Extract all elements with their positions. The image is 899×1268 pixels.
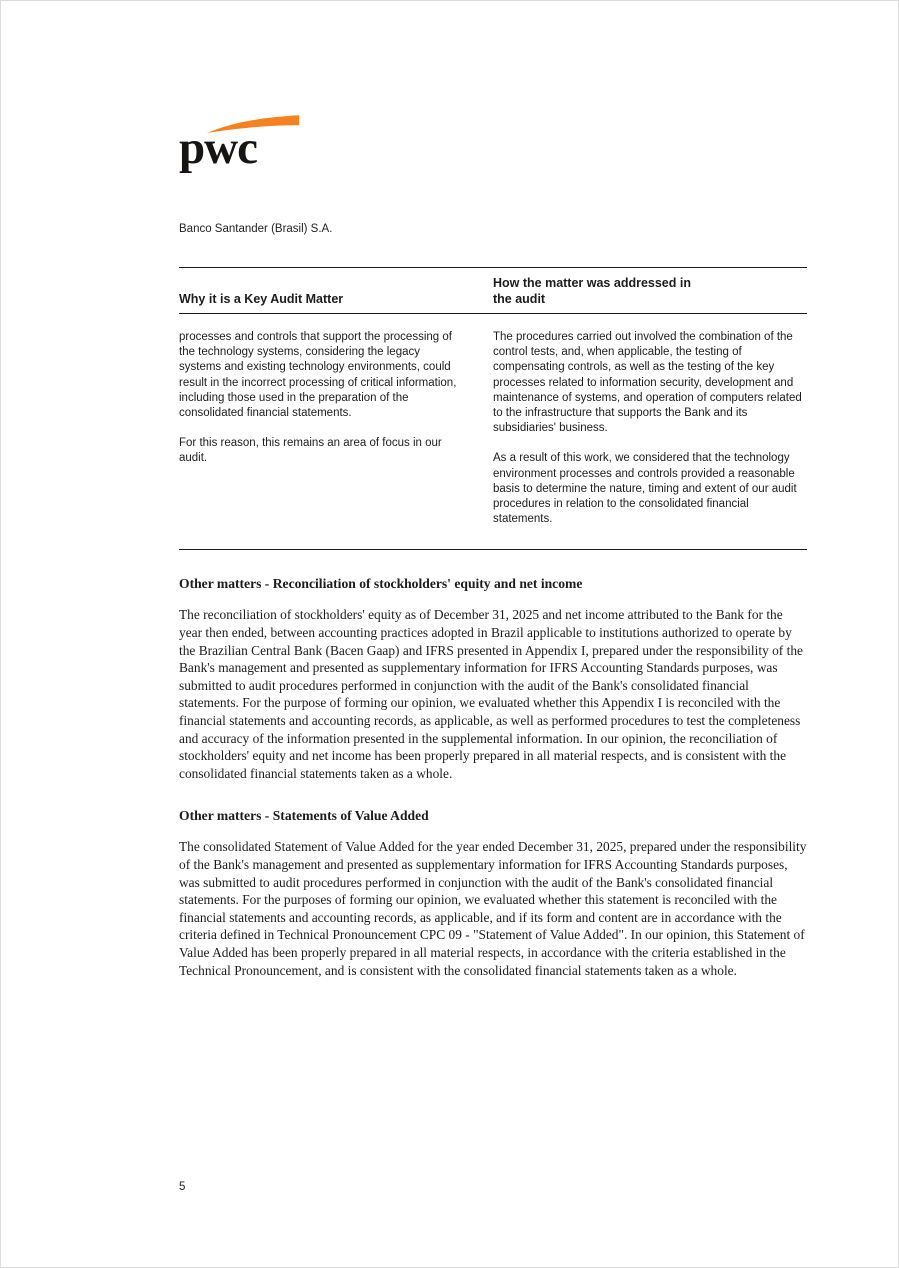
- kam-right-paragraph-2: As a result of this work, we considered that the technology environment processes and controls provided a reasonable basis to determine the nature, timing and extent of our audit procedures in relation to the consolidated financial statements.: [493, 452, 797, 526]
- kam-body-right-cell: [493, 330, 807, 527]
- kam-header-right: [493, 275, 807, 307]
- kam-left-paragraph-1: processes and controls that support the processing of the technology systems, considering the legacy systems and existing technology environments, could result in the incorrect processing of critical information, including those used in the preparation of the consolidated financial statements.: [179, 331, 457, 420]
- kam-right-paragraph-1: The procedures carried out involved the combination of the control tests, and, when applicable, the testing of compensating controls, as well as the testing of the key processes related to information security, development and maintenance of systems, and operation of computers related to the infrastructure that supports the Bank and its subsidiaries' business.: [493, 331, 802, 435]
- pwc-logo-text: pwc: [179, 122, 257, 174]
- page-number: 5: [179, 1181, 186, 1193]
- section-heading-reconciliation: Other matters - Reconciliation of stockholders' equity and net income: [179, 576, 583, 592]
- pwc-logo: [179, 113, 329, 174]
- key-audit-matter-table: [179, 267, 807, 550]
- kam-header-left: [179, 291, 462, 307]
- section-body-value-added: The consolidated Statement of Value Added for the year ended December 31, 2025, prepared under the responsibility of the Bank's management and presented as supplementary information for IFRS Accounting Standards purposes, was submitted to audit procedures performed in conjunction with the audit of the Bank's consolidated financial statements. For the purposes of forming our opinion, we evaluated whether this statement is reconciled with the financial statements and accounting records, as applicable, and if its form and content are in accordance with the criteria defined in Technical Pronouncement CPC 09 - "Statement of Value Added". In our opinion, this Statement of Value Added has been properly prepared in all material respects, in accordance with the criteria established in the Technical Pronouncement, and is consistent with the consolidated financial statements taken as a whole.: [179, 839, 807, 978]
- kam-header-right-line-2: the audit: [493, 292, 546, 306]
- section-other-matters-reconciliation: [179, 575, 807, 782]
- kam-header-left-line: Why it is a Key Audit Matter: [179, 292, 344, 306]
- kam-left-paragraph-2: For this reason, this remains an area of focus in our audit.: [179, 437, 442, 465]
- kam-table-body-row: [179, 314, 807, 550]
- section-heading-value-added: Other matters - Statements of Value Added: [179, 808, 429, 824]
- company-name: Banco Santander (Brasil) S.A.: [179, 223, 333, 235]
- section-body-reconciliation: The reconciliation of stockholders' equity as of December 31, 2025 and net income attributed to the Bank for the year then ended, between accounting practices adopted in Brazil applicable to institutions authorized to operate by the Brazilian Central Bank (Bacen Gaap) and IFRS presented in Appendix I, prepared under the responsibility of the Bank's management and presented as supplementary information for IFRS Accounting Standards purposes, was submitted to audit procedures performed in conjunction with the audit of the Bank's consolidated financial statements. For the purpose of forming our opinion, we evaluated whether this Appendix I is reconciled with the financial statements and accounting records, as applicable, as well as performed procedures to test the completeness and accuracy of the information presented in the supplemental information. In our opinion, the reconciliation of stockholders' equity and net income has been properly prepared in all material respects, and is consistent with the consolidated financial statements taken as a whole.: [179, 607, 803, 781]
- kam-body-left-cell: [179, 330, 462, 527]
- kam-table-header-row: [179, 267, 807, 314]
- section-other-matters-value-added: [179, 807, 807, 979]
- page-content: [179, 113, 807, 979]
- kam-header-right-line-1: How the matter was addressed in: [493, 276, 691, 290]
